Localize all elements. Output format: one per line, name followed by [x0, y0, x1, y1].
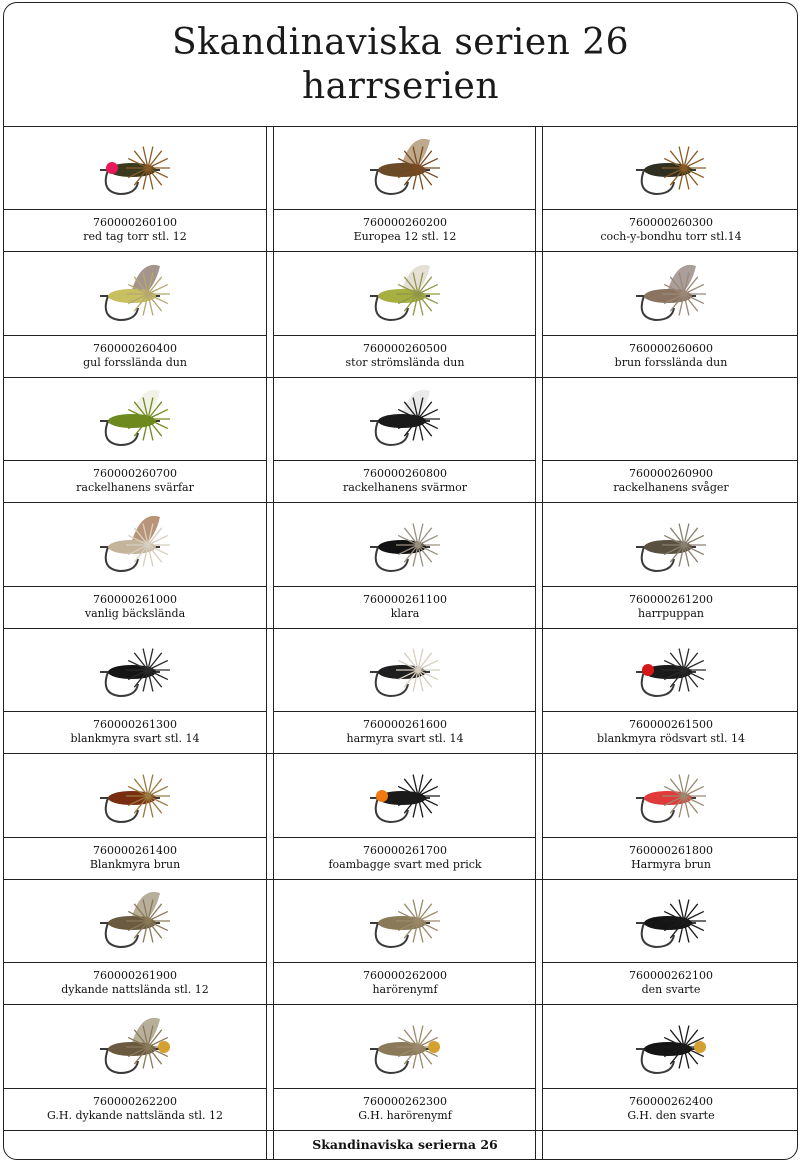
fly-row — [4, 1006, 797, 1131]
fly-name: rackelhanens svärfar — [76, 481, 194, 494]
midge-fly-black-icon — [330, 505, 480, 585]
fly-image-area — [4, 378, 266, 461]
caddis-fly-black-icon — [330, 379, 480, 459]
fly-code: 760000261900 — [93, 969, 177, 982]
fly-code: 760000262100 — [629, 969, 713, 982]
fly-code: 760000262000 — [363, 969, 447, 982]
fly-image-area — [543, 755, 798, 838]
dun-fly-olive-icon — [330, 254, 480, 334]
fly-caption — [274, 969, 536, 997]
fly-row — [4, 253, 797, 378]
fly-code: 760000262400 — [629, 1094, 713, 1108]
fly-name: coch-y-bondhu torr stl.14 — [600, 230, 742, 243]
fly-name: brun forsslända dun — [614, 355, 728, 369]
accent-shape — [428, 1041, 440, 1053]
fly-row — [4, 504, 797, 629]
fly-caption — [543, 342, 798, 370]
accent-shape — [694, 1041, 706, 1053]
fly-code: 760000260900 — [629, 467, 713, 480]
fly-code: 760000261400 — [93, 843, 177, 857]
accent-shape — [642, 664, 654, 676]
fly-card — [543, 253, 798, 378]
fly-name: gul forsslända dun — [83, 355, 187, 369]
goldhead-nymph-fly-icon — [330, 1007, 480, 1087]
fly-image-area — [4, 504, 266, 587]
fly-image-area — [543, 253, 798, 336]
fly-name: dykande nattslända stl. 12 — [61, 983, 209, 996]
fly-row — [4, 629, 797, 754]
fly-caption — [274, 844, 536, 872]
fly-code: 760000260300 — [629, 216, 713, 229]
fly-caption — [543, 216, 798, 244]
fly-name: Blankmyra brun — [89, 857, 181, 871]
nymph-fly-stonefly-icon — [60, 505, 210, 585]
footer — [4, 1133, 797, 1159]
hackle-fiber — [418, 660, 438, 670]
fly-name: blankmyra svart stl. 14 — [70, 732, 200, 745]
hackle-fiber — [148, 158, 168, 168]
fly-name: harörenymf — [372, 983, 438, 996]
accent-shape — [158, 1041, 170, 1053]
fly-card — [543, 504, 798, 629]
goldhead-wet-fly-black-icon — [596, 1007, 746, 1087]
fly-image-area — [274, 880, 536, 963]
fly-name: foambagge svart med prick — [328, 857, 482, 871]
fly-caption — [4, 969, 266, 997]
fly-code: 760000261100 — [363, 592, 447, 606]
fly-image-area — [543, 378, 798, 461]
fly-card — [4, 880, 266, 1005]
fly-card — [543, 127, 798, 252]
fly-row — [4, 880, 797, 1005]
fly-caption — [4, 1095, 266, 1123]
fly-caption — [4, 216, 266, 244]
fly-caption — [274, 593, 536, 621]
fly-caption — [274, 718, 536, 746]
fly-name: den svarte — [641, 983, 701, 996]
fly-row — [4, 127, 797, 252]
hackle-fiber — [148, 786, 168, 796]
fly-code: 760000260800 — [363, 467, 447, 480]
accent-shape — [376, 790, 388, 802]
fly-image-area — [274, 629, 536, 712]
fly-name: vanlig bäckslända — [84, 606, 186, 620]
column-divider — [535, 127, 536, 1160]
fly-row — [4, 378, 797, 503]
hackle-fiber — [684, 660, 704, 670]
fly-image-area — [274, 504, 536, 587]
hackle-fiber — [418, 786, 438, 796]
fly-caption — [4, 593, 266, 621]
page-title: Skandinaviska serien 26 — [171, 21, 630, 63]
fly-card — [543, 1006, 798, 1131]
fly-image-area — [274, 127, 536, 210]
caddis-fly-olive-icon — [60, 379, 210, 459]
fly-caption — [4, 718, 266, 746]
fly-image-area — [4, 629, 266, 712]
fly-card — [274, 504, 536, 629]
fly-caption — [543, 1095, 798, 1123]
fly-code: 760000260400 — [93, 341, 177, 355]
fly-name: harrpuppan — [637, 606, 704, 620]
fly-card — [4, 755, 266, 880]
fly-name: stor strömslända dun — [345, 355, 465, 369]
fly-image-area — [4, 755, 266, 838]
fly-card — [4, 127, 266, 252]
fly-caption — [543, 593, 798, 621]
fly-image-area — [4, 880, 266, 963]
hackle-fiber — [684, 535, 704, 545]
fly-code: 760000260100 — [93, 216, 177, 229]
wet-fly-black-icon — [596, 881, 746, 961]
fly-image-area — [274, 1006, 536, 1089]
fly-image-area — [543, 629, 798, 712]
fly-name: G.H. harörenymf — [358, 1108, 452, 1122]
hackle-fiber — [148, 660, 168, 670]
fly-caption — [4, 844, 266, 872]
hackle-fiber — [418, 535, 438, 545]
fly-code: 760000261200 — [629, 592, 713, 606]
fly-card — [4, 504, 266, 629]
fly-image-area — [274, 378, 536, 461]
nymph-fly-hares-ear-icon — [330, 881, 480, 961]
fly-code: 760000261000 — [93, 592, 177, 606]
footer-text: Skandinaviska serierna 26 — [312, 1137, 498, 1152]
fly-code: 760000260600 — [629, 341, 713, 355]
fly-caption — [543, 718, 798, 746]
fly-code: 760000261700 — [363, 843, 447, 857]
fly-name: rackelhanens svärmor — [342, 481, 468, 494]
fly-card — [274, 1006, 536, 1131]
fly-card — [274, 755, 536, 880]
ant-fly-hare-brown-icon — [596, 756, 746, 836]
dry-fly-coch-y-bondhu-icon — [596, 128, 746, 208]
fly-card — [274, 880, 536, 1005]
dry-fly-red-tag-icon — [60, 128, 210, 208]
dun-fly-yellow-icon — [60, 254, 210, 334]
fly-caption — [274, 216, 536, 244]
hackle-fiber — [684, 158, 704, 168]
fly-card — [274, 378, 536, 503]
dry-fly-europea-icon — [330, 128, 480, 208]
fly-code: 760000261300 — [93, 718, 177, 731]
hackle-fiber — [684, 786, 704, 796]
beetle-fly-foam-icon — [330, 756, 480, 836]
fly-card — [274, 127, 536, 252]
fly-image-area — [543, 1006, 798, 1089]
fly-code: 760000261800 — [629, 843, 713, 857]
fly-card — [543, 755, 798, 880]
page-subtitle: harrserien — [301, 65, 500, 107]
fly-row — [4, 755, 797, 880]
fly-code: 760000260200 — [363, 216, 447, 229]
hackle-fiber — [684, 911, 704, 921]
fly-card — [4, 378, 266, 503]
soft-hackle-fly-icon — [596, 505, 746, 585]
fly-image-area — [4, 253, 266, 336]
fly-catalog-sheet — [3, 2, 798, 1160]
fly-code: 760000260500 — [363, 341, 447, 355]
column-divider — [542, 127, 543, 1160]
fly-card — [543, 880, 798, 1005]
fly-image-area — [4, 127, 266, 210]
fly-name: G.H. den svarte — [627, 1108, 715, 1122]
dun-fly-brown-icon — [596, 254, 746, 334]
fly-card — [543, 629, 798, 754]
ant-fly-brown-icon — [60, 756, 210, 836]
ant-fly-hare-black-icon — [330, 630, 480, 710]
fly-code: 760000260700 — [93, 467, 177, 480]
hackle-fiber — [418, 911, 438, 921]
fly-caption — [543, 844, 798, 872]
title-box — [4, 3, 797, 127]
fly-code: 760000262300 — [363, 1094, 447, 1108]
fly-image-area — [274, 755, 536, 838]
fly-card — [274, 253, 536, 378]
fly-card — [274, 629, 536, 754]
fly-card — [4, 1006, 266, 1131]
diving-caddis-fly-icon — [60, 881, 210, 961]
goldhead-caddis-fly-icon — [60, 1007, 210, 1087]
fly-image-area — [543, 880, 798, 963]
fly-name: harmyra svart stl. 14 — [346, 732, 464, 745]
fly-card — [4, 253, 266, 378]
fly-code: 760000262200 — [93, 1094, 177, 1108]
fly-name: Europea 12 stl. 12 — [353, 230, 457, 243]
fly-name: rackelhanens svåger — [613, 481, 729, 494]
fly-caption — [543, 467, 798, 495]
fly-image-area — [543, 127, 798, 210]
column-divider — [273, 127, 274, 1160]
ant-fly-red-black-icon — [596, 630, 746, 710]
fly-caption — [274, 1095, 536, 1123]
fly-name: Harmyra brun — [631, 857, 711, 871]
fly-card — [543, 378, 798, 503]
fly-caption — [543, 969, 798, 997]
fly-name: klara — [390, 606, 420, 620]
fly-code: 760000261500 — [629, 718, 713, 731]
fly-caption — [4, 467, 266, 495]
fly-image-area — [4, 1006, 266, 1089]
fly-name: blankmyra rödsvart stl. 14 — [597, 732, 745, 745]
fly-image-area — [274, 253, 536, 336]
fly-card — [4, 629, 266, 754]
fly-caption — [274, 467, 536, 495]
fly-name: G.H. dykande nattslända stl. 12 — [46, 1108, 224, 1122]
fly-name: red tag torr stl. 12 — [83, 230, 187, 243]
ant-fly-black-icon — [60, 630, 210, 710]
fly-caption — [4, 342, 266, 370]
fly-image-area — [543, 504, 798, 587]
fly-code: 760000261600 — [363, 718, 447, 731]
fly-caption — [274, 342, 536, 370]
accent-shape — [106, 162, 118, 174]
column-divider — [266, 127, 267, 1160]
empty-image-slot — [596, 379, 746, 459]
